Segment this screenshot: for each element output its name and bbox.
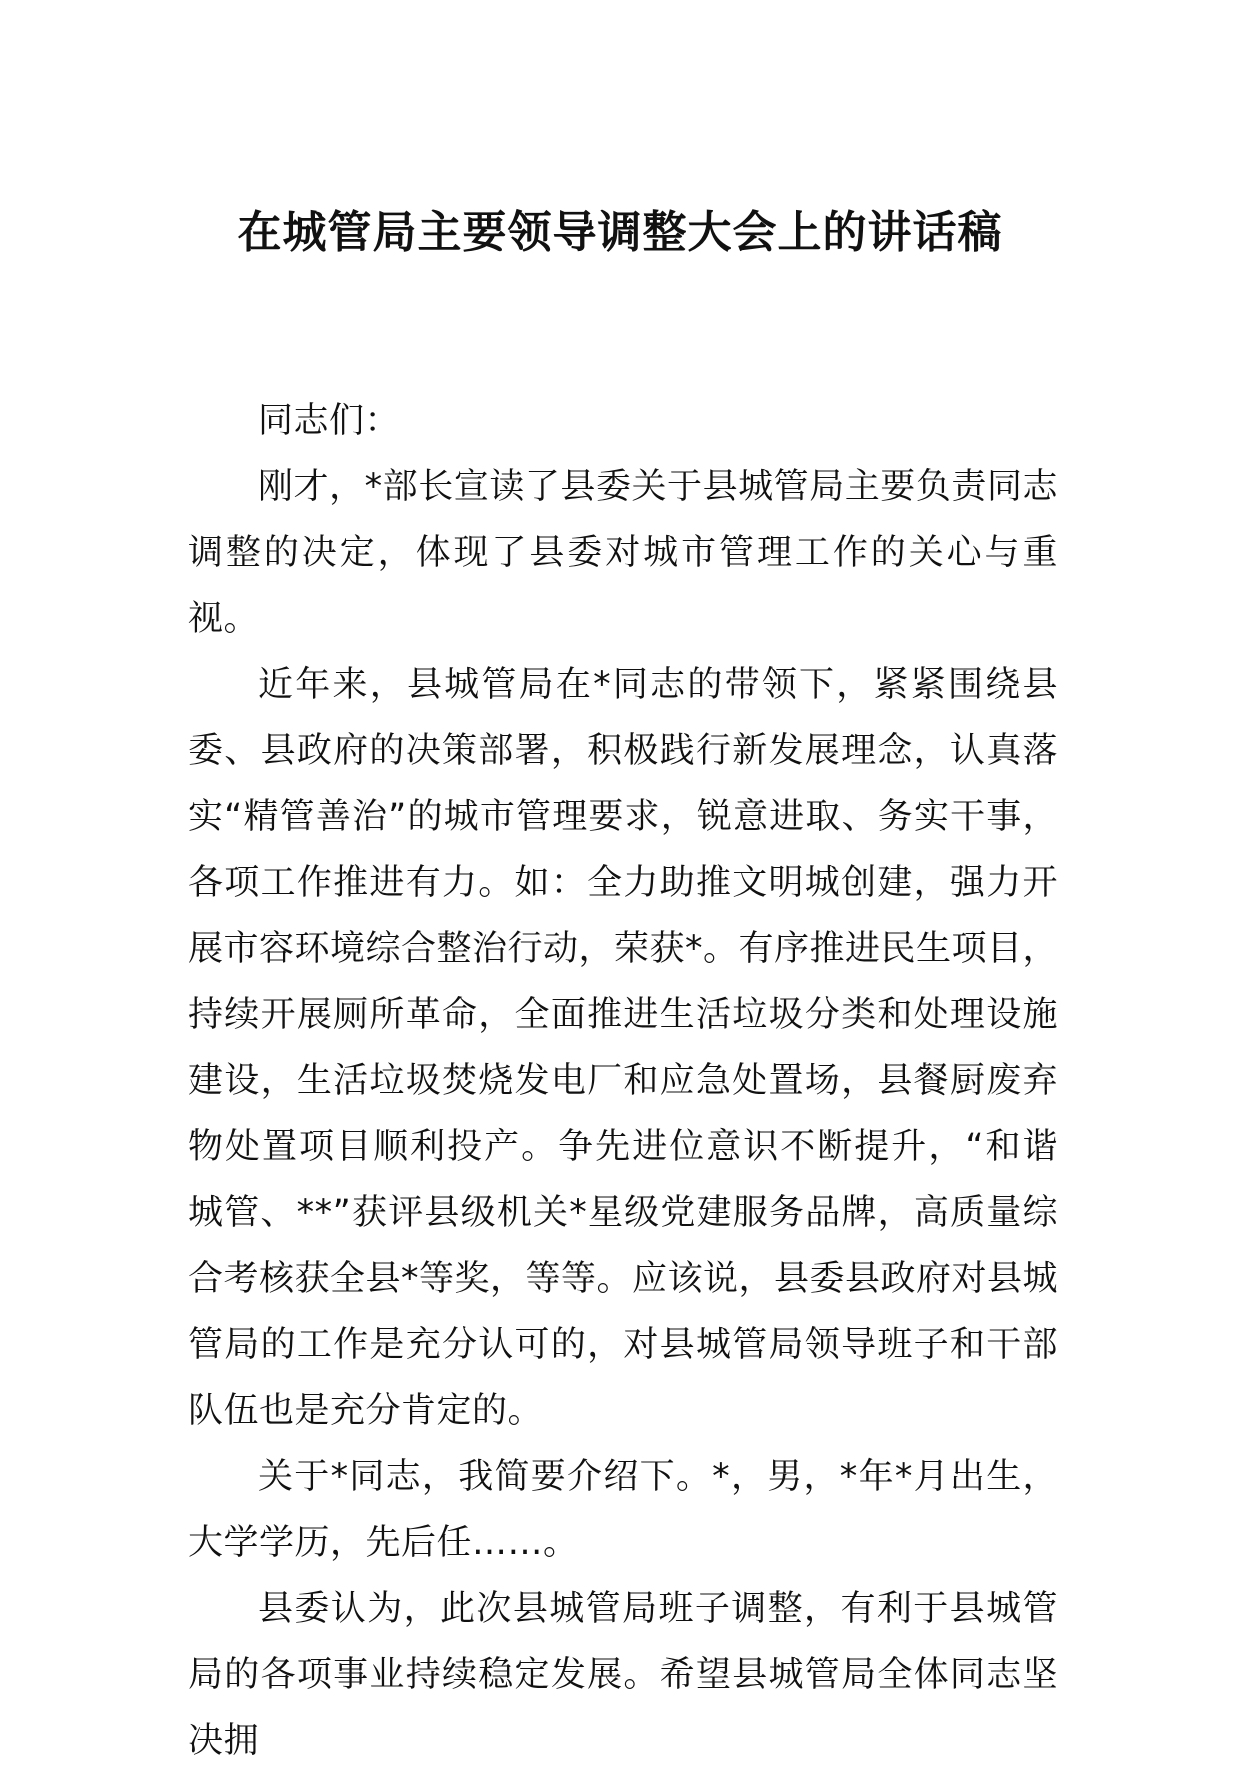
document-title: 在城管局主要领导调整大会上的讲话稿 bbox=[237, 207, 1003, 258]
document-body bbox=[188, 388, 1058, 1774]
paragraph: 关于*同志，我简要介绍下。*，男，*年*月出生，大学学历，先后任……。 bbox=[188, 1457, 1058, 1563]
paragraph: 县委认为，此次县城管局班子调整，有利于县城管局的各项事业持续稳定发展。希望县城管局全体同志坚决拥 bbox=[188, 1589, 1058, 1761]
paragraph: 近年来，县城管局在*同志的带领下，紧紧围绕县委、县政府的决策部署，积极践行新发展理念，认真落实“精管善治”的城市管理要求，锐意进取、务实干事，各项工作推进有力。如：全力助推文明城创建，强力开展市容环境综合整治行动，荣获*。有序推进民生项目，持续开展厕所革命，全面推进生活垃圾分类和处理设施建设，生活垃圾焚烧发电厂和应急处置场，县餐厨废弃物处置项目顺利投产。争先进位意识不断提升，“和谐城管、**”获评县级机关*星级党建服务品牌，高质量综合考核获全县*等奖，等等。应该说，县委县政府对县城管局的工作是充分认可的，对县城管局领导班子和干部队伍也是充分肯定的。 bbox=[188, 665, 1059, 1431]
salutation: 同志们： bbox=[258, 401, 401, 441]
paragraph: 刚才，*部长宣读了县委关于县城管局主要负责同志调整的决定，体现了县委对城市管理工作的关心与重视。 bbox=[188, 467, 1058, 639]
